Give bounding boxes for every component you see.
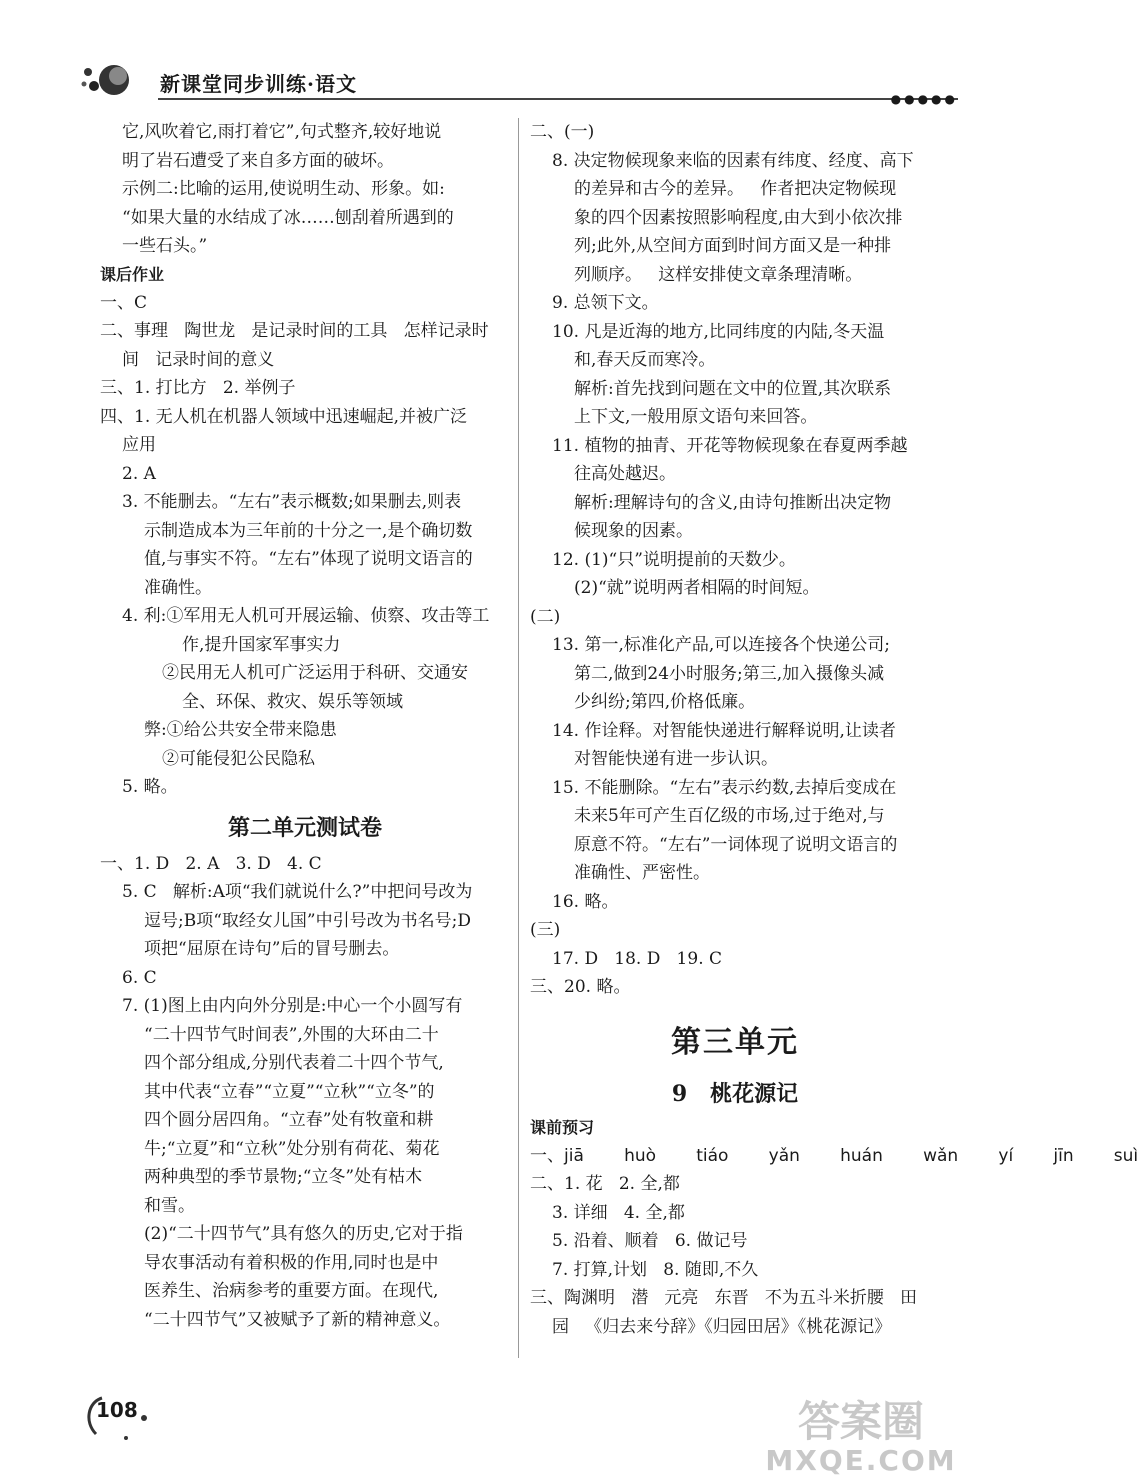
- text-line: 和,春天反而寒冷。: [574, 350, 716, 370]
- text-line: 示例二:比喻的运用,使说明生动、形象。如:: [122, 179, 445, 199]
- text-line: 列;此外,从空间方面到时间方面又是一种排: [574, 236, 892, 256]
- text-line: 四个圆分居四角。“立春”处有牧童和耕: [144, 1110, 434, 1130]
- text-line: 14. 作诠释。对智能快递进行解释说明,让读者: [552, 720, 896, 741]
- text-line: (2)“就”说明两者相隔的时间短。: [574, 578, 820, 598]
- text-line: 5. 略。: [122, 777, 178, 797]
- text-line: 一、C: [100, 292, 148, 313]
- text-line: 三、20. 略。: [530, 977, 631, 997]
- text-line: 医养生、治病参考的重要方面。在现代,: [144, 1281, 439, 1301]
- unit-title: 第三单元: [671, 1024, 799, 1060]
- text-line: (二): [530, 606, 561, 627]
- text-line: 往高处越迟。: [574, 464, 676, 484]
- book-logo-icon: [78, 60, 138, 100]
- text-line: 逗号;B项“取经女儿国”中引号改为书名号;D: [144, 910, 471, 931]
- watermark-line1: 答案圈: [797, 1397, 925, 1446]
- text-line: 准确性、严密性。: [574, 863, 710, 883]
- text-line: 牛;“立夏”和“立秋”处分别有荷花、菊花: [144, 1138, 440, 1159]
- text-line: 它,风吹着它,雨打着它”,句式整齐,较好地说: [122, 122, 442, 142]
- text-line: 示制造成本为三年前的十分之一,是个确切数: [144, 520, 473, 541]
- text-line: 三、陶渊明 潜 元亮 东晋 不为五斗米折腰 田: [530, 1288, 918, 1308]
- text-line: 5. C 解析:A项“我们就说什么?”中把问号改为: [122, 882, 473, 902]
- test-section-title: 第二单元测试卷: [227, 814, 382, 841]
- text-line: 一、1. D 2. A 3. D 4. C: [100, 853, 322, 874]
- text-line: 未来5年可产生百亿级的市场,过于绝对,与: [574, 806, 885, 826]
- text-line: 12. (1)“只”说明提前的天数少。: [552, 549, 796, 570]
- text-line: ②可能侵犯公民隐私: [162, 748, 315, 769]
- text-line: 第二,做到24小时服务;第三,加入摄像头减: [574, 663, 885, 684]
- text-line: 四个部分组成,分别代表着二十四个节气,: [144, 1053, 444, 1073]
- section-label: 课前预习: [530, 1117, 595, 1137]
- header-dots: ●●●●●: [890, 92, 958, 106]
- watermark-line2: MXQE.COM: [765, 1444, 957, 1477]
- text-line: 原意不符。“左右”一词体现了说明文语言的: [574, 834, 898, 855]
- text-line: 15. 不能删除。“左右”表示约数,去掉后变成在: [552, 777, 897, 798]
- text-line: ②民用无人机可广泛运用于科研、交通安: [162, 663, 468, 683]
- text-line: 作,提升国家军事实力: [182, 634, 341, 655]
- text-line: 和雪。: [144, 1195, 195, 1216]
- text-line: 项把“屈原在诗句”后的冒号删去。: [144, 939, 400, 959]
- text-line: 导农事活动有着积极的作用,同时也是中: [144, 1252, 439, 1273]
- text-line: 明了岩石遭受了来自多方面的破坏。: [122, 150, 394, 171]
- text-line: “如果大量的水结成了冰……刨刮着所遇到的: [122, 207, 454, 228]
- text-line: 6. C: [122, 967, 157, 988]
- text-line: 的差异和古今的差异。 作者把决定物候现: [574, 179, 897, 199]
- text-line: 解析:理解诗句的含义,由诗句推断出决定物: [574, 492, 892, 513]
- text-line: 园 《归去来兮辞》《归园田居》《桃花源记》: [552, 1316, 892, 1337]
- text-line: 解析:首先找到问题在文中的位置,其次联系: [574, 378, 892, 399]
- text-line: 3. 不能删去。“左右”表示概数;如果删去,则表: [122, 492, 462, 512]
- book-title: 新课堂同步训练·语文: [160, 72, 357, 96]
- section-label: 课后作业: [100, 264, 165, 284]
- text-line: 3. 详细 4. 全,都: [552, 1202, 685, 1223]
- text-line: (2)“二十四节气”具有悠久的历史,它对于指: [144, 1224, 463, 1244]
- text-line: 应用: [122, 435, 156, 455]
- text-line: 准确性。: [144, 577, 212, 598]
- text-line: 10. 凡是近海的地方,比同纬度的内陆,冬天温: [552, 321, 885, 342]
- text-line: 间 记录时间的意义: [122, 349, 275, 370]
- text-line: 11. 植物的抽青、开花等物候现象在春夏两季越: [552, 435, 908, 456]
- text-line: 对智能快递有进一步认识。: [574, 749, 778, 769]
- text-line: 2. A: [122, 463, 156, 484]
- text-line: 二、事理 陶世龙 是记录时间的工具 怎样记录时: [100, 321, 489, 341]
- header-rule: [158, 98, 958, 100]
- text-line: 其中代表“立春”“立夏”“立秋”“立冬”的: [144, 1081, 435, 1102]
- text-line: 7. (1)图上由内向外分别是:中心一个小圆写有: [122, 996, 463, 1016]
- text-line: 四、1. 无人机在机器人领域中迅速崛起,并被广泛: [100, 406, 468, 427]
- text-line: 少纠纷;第四,价格低廉。: [574, 692, 756, 712]
- text-line: 二、1. 花 2. 全,都: [530, 1174, 680, 1194]
- text-line: 13. 第一,标准化产品,可以连接各个快递公司;: [552, 635, 890, 655]
- text-line: 二、(一): [530, 122, 595, 142]
- right-column: [530, 118, 1138, 1341]
- text-line: 8. 决定物候现象来临的因素有纬度、经度、高下: [552, 150, 914, 171]
- text-line: 17. D 18. D 19. C: [552, 948, 723, 969]
- page-number: 108: [96, 1398, 138, 1422]
- left-column: [100, 118, 510, 1334]
- text-line: 16. 略。: [552, 891, 619, 912]
- text-line: 象的四个因素按照影响程度,由大到小依次排: [574, 207, 903, 228]
- text-line: 4. 利:①军用无人机可开展运输、侦察、攻击等工: [122, 606, 490, 626]
- text-line: 候现象的因素。: [574, 521, 693, 541]
- pinyin-line: 一、jiā huò tiáo yǎn huán wǎn yí jīn suì: [530, 1145, 1138, 1166]
- text-line: 两种典型的季节景物;“立冬”处有枯木: [144, 1167, 423, 1187]
- text-line: 一些石头。”: [122, 236, 208, 256]
- text-line: (三): [530, 920, 561, 940]
- lesson-title: 9 桃花源记: [671, 1080, 799, 1107]
- page-header: [78, 58, 958, 104]
- column-divider: [518, 118, 519, 1358]
- text-line: 弊:①给公共安全带来隐患: [144, 720, 337, 740]
- text-line: 三、1. 打比方 2. 举例子: [100, 378, 296, 398]
- text-line: 5. 沿着、顺着 6. 做记号: [552, 1231, 748, 1251]
- text-line: 全、环保、救灾、娱乐等领域: [182, 691, 403, 712]
- text-line: 值,与事实不符。“左右”体现了说明文语言的: [144, 549, 473, 569]
- text-line: “二十四节气”又被赋予了新的精神意义。: [144, 1309, 451, 1330]
- text-line: 上下文,一般用原文语句来回答。: [574, 407, 818, 427]
- text-line: 9. 总领下文。: [552, 293, 659, 313]
- text-line: “二十四节气时间表”,外围的大环由二十: [144, 1024, 439, 1045]
- text-line: 7. 打算,计划 8. 随即,不久: [552, 1259, 759, 1280]
- text-line: 列顺序。 这样安排使文章条理清晰。: [574, 264, 863, 285]
- site-watermark-logo: [736, 1392, 986, 1476]
